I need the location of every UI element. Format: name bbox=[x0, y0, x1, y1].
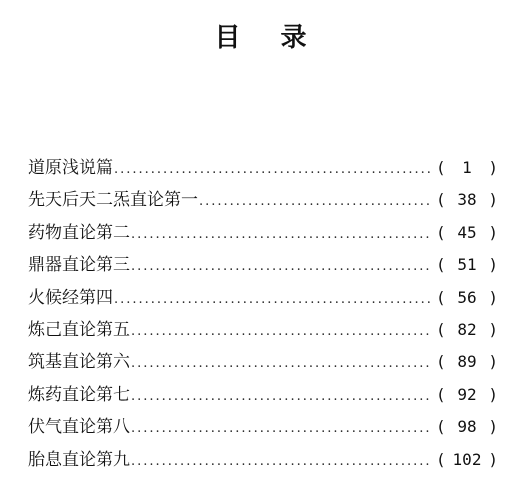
dot-leader bbox=[131, 381, 432, 413]
page-number: 51 bbox=[457, 255, 477, 275]
toc-entry-page bbox=[436, 314, 498, 346]
dot-leader bbox=[199, 186, 432, 218]
open-paren: ( bbox=[436, 449, 446, 469]
toc-entry-page bbox=[436, 217, 498, 249]
toc-entry[interactable] bbox=[28, 411, 498, 443]
page-number: 102 bbox=[452, 449, 482, 469]
close-paren: ) bbox=[488, 319, 498, 339]
close-paren: ) bbox=[488, 352, 498, 372]
toc-entry[interactable] bbox=[28, 217, 498, 249]
toc-entry[interactable] bbox=[28, 346, 498, 378]
toc-entry-title: 鼎器直论第三 bbox=[28, 255, 130, 276]
close-paren: ) bbox=[488, 449, 498, 469]
open-paren: ( bbox=[436, 384, 446, 404]
page-number: 45 bbox=[457, 222, 477, 242]
page-number: 1 bbox=[462, 158, 472, 177]
open-paren: ( bbox=[436, 287, 446, 307]
toc-entry[interactable] bbox=[28, 379, 498, 411]
toc-entry[interactable] bbox=[28, 152, 498, 184]
toc-entry[interactable] bbox=[28, 184, 498, 216]
dot-leader bbox=[131, 219, 432, 251]
page-number: 92 bbox=[457, 384, 477, 404]
page-title: 目录 bbox=[214, 23, 347, 53]
page-number: 98 bbox=[457, 417, 477, 437]
dot-leader bbox=[131, 251, 432, 283]
open-paren: ( bbox=[436, 255, 446, 275]
open-paren: ( bbox=[436, 222, 446, 242]
open-paren: ( bbox=[436, 158, 446, 177]
toc-entry-title: 筑基直论第六 bbox=[28, 352, 130, 373]
close-paren: ) bbox=[488, 158, 498, 177]
toc-entry-title: 炼药直论第七 bbox=[28, 384, 130, 405]
close-paren: ) bbox=[488, 255, 498, 275]
dot-leader bbox=[114, 154, 432, 186]
page-number: 38 bbox=[457, 190, 477, 210]
toc-entry[interactable] bbox=[28, 249, 498, 281]
toc-entry-page bbox=[436, 411, 498, 443]
close-paren: ) bbox=[488, 190, 498, 210]
toc-entry-title: 火候经第四 bbox=[28, 287, 113, 308]
dot-leader bbox=[131, 316, 432, 348]
toc-entry[interactable] bbox=[28, 282, 498, 314]
toc-entry-page bbox=[436, 444, 498, 476]
page-number: 89 bbox=[457, 352, 477, 372]
open-paren: ( bbox=[436, 352, 446, 372]
toc-entry[interactable] bbox=[28, 314, 498, 346]
dot-leader bbox=[131, 446, 432, 478]
open-paren: ( bbox=[436, 417, 446, 437]
close-paren: ) bbox=[488, 384, 498, 404]
close-paren: ) bbox=[488, 287, 498, 307]
table-of-contents bbox=[28, 152, 498, 476]
open-paren: ( bbox=[436, 319, 446, 339]
toc-entry-page bbox=[436, 249, 498, 281]
toc-entry-title: 先天后天二炁直论第一 bbox=[28, 190, 198, 211]
open-paren: ( bbox=[436, 190, 446, 210]
toc-entry[interactable] bbox=[28, 444, 498, 476]
toc-entry-page bbox=[436, 152, 498, 184]
dot-leader bbox=[131, 348, 432, 380]
toc-entry-page bbox=[436, 282, 498, 314]
dot-leader bbox=[114, 284, 432, 316]
page-number: 82 bbox=[457, 319, 477, 339]
toc-entry-page bbox=[436, 346, 498, 378]
toc-entry-title: 道原浅说篇 bbox=[28, 158, 113, 178]
toc-entry-title: 炼己直论第五 bbox=[28, 319, 130, 340]
toc-entry-title: 胎息直论第九 bbox=[28, 449, 130, 470]
close-paren: ) bbox=[488, 222, 498, 242]
page-number: 56 bbox=[457, 287, 477, 307]
toc-entry-page bbox=[436, 184, 498, 216]
toc-entry-title: 伏气直论第八 bbox=[28, 417, 130, 438]
dot-leader bbox=[131, 413, 432, 445]
toc-entry-page bbox=[436, 379, 498, 411]
close-paren: ) bbox=[488, 417, 498, 437]
toc-entry-title: 药物直论第二 bbox=[28, 222, 130, 243]
